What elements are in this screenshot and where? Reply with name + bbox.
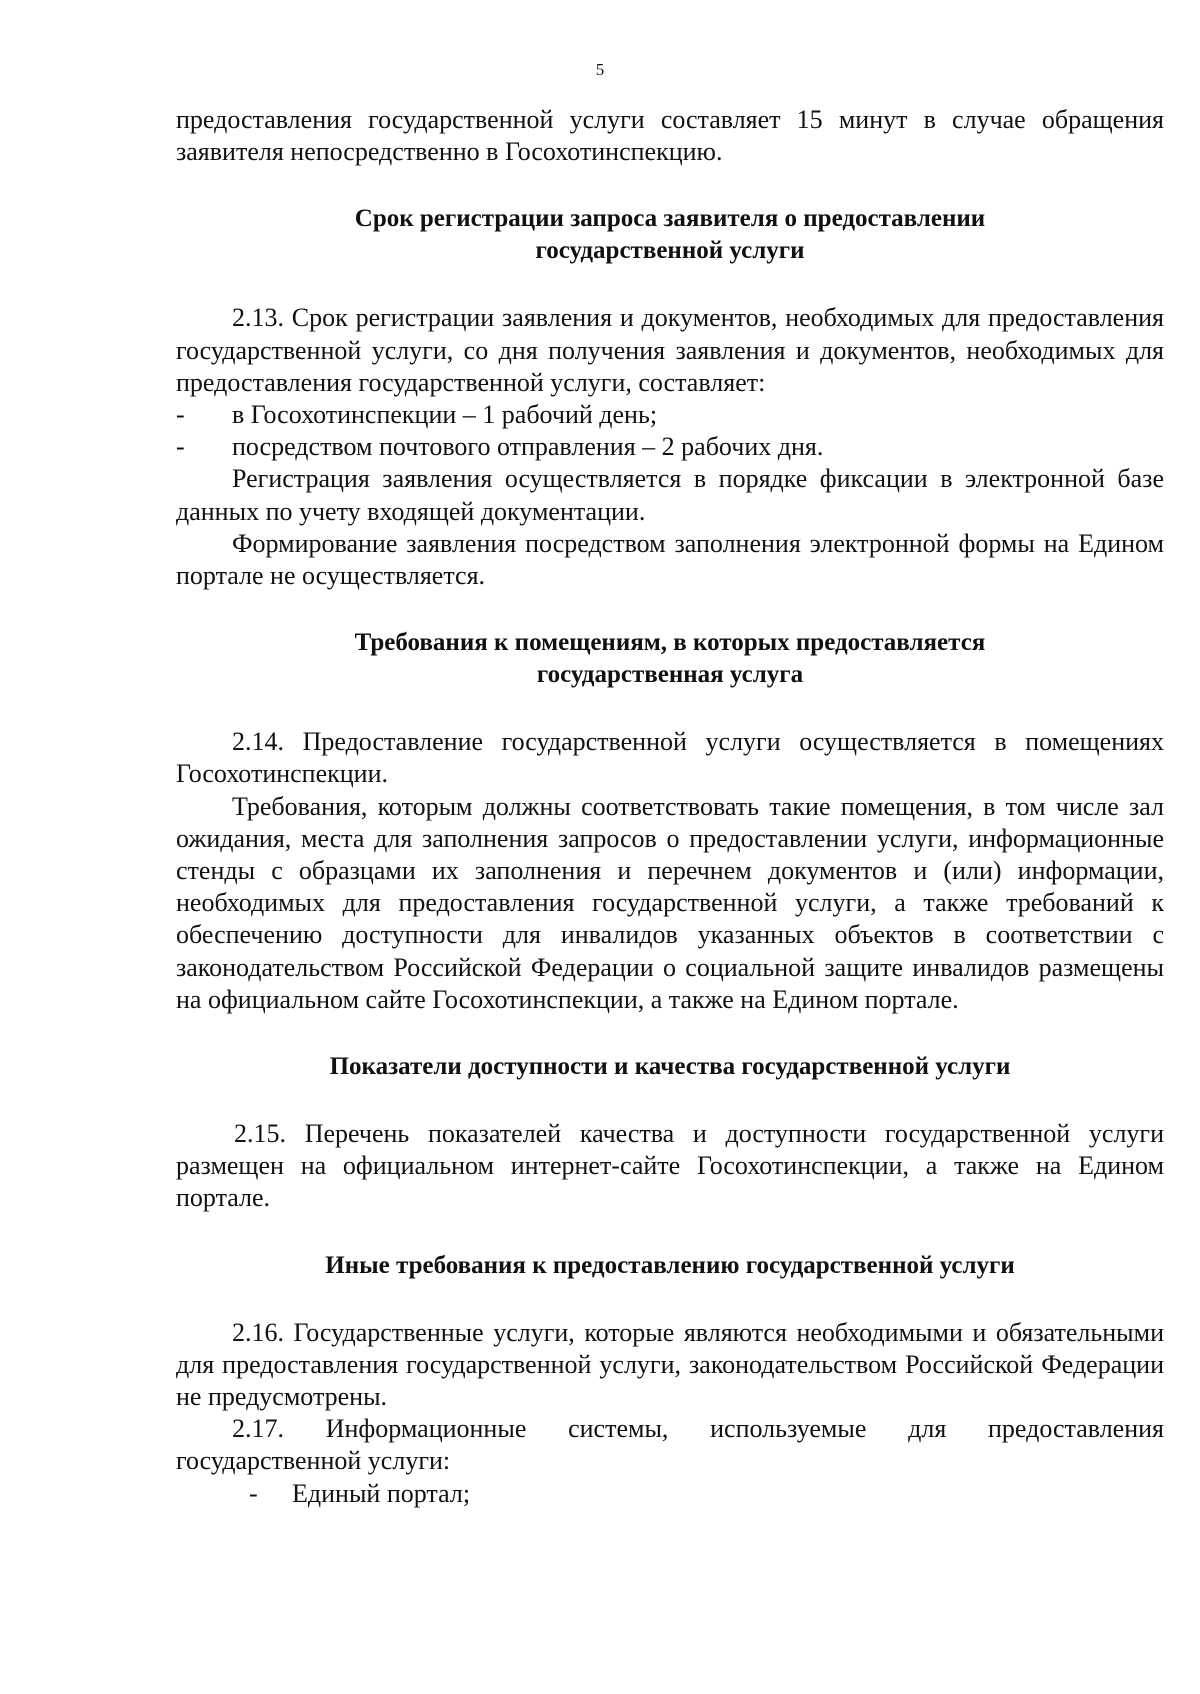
bullet-dash: - xyxy=(249,1478,258,1508)
section-heading-registration xyxy=(176,203,1164,267)
heading-line: государственная услуга xyxy=(536,661,804,689)
paragraph: Требования, которым должны соответствовать такие помещения, в том числе зал ожидания, места для заполнения запросов о предоставлении услуги, информационные стенды с образцами их заполнения и перечнем документов и (или) информации, необходимых для предоставления государственной услуги, а также требований к обеспечению доступности для инвалидов указанных объектов в соответствии с законодательством Российской Федерации о социальной защите инвалидов размещены на официальном сайте Госохотинспекции, а также на Едином портале. xyxy=(176,791,1164,1014)
list-item-text: Единый портал; xyxy=(292,1478,471,1508)
paragraph: Формирование заявления посредством заполнения электронной формы на Едином портале не осуществляется. xyxy=(176,528,1164,591)
heading-line: государственной услуги xyxy=(535,237,805,265)
bullet-dash: - xyxy=(176,400,185,430)
paragraph: Регистрация заявления осуществляется в порядке фиксации в электронной базе данных по учету входящей документации. xyxy=(176,464,1164,526)
paragraph-2-15: 2.15. Перечень показателей качества и доступности государственной услуги размещен на официальном интернет-сайте Госохотинспекции, а также на Едином портале. xyxy=(176,1119,1164,1213)
continuation-paragraph: предоставления государственной услуги составляет 15 минут в случае обращения заявителя непосредственно в Госохотинспекцию. xyxy=(176,105,1164,167)
paragraph-2-16: 2.16. Государственные услуги, которые являются необходимыми и обязательными для предоставления государственной услуги, законодательством Российской Федерации не предусмотрены. xyxy=(176,1317,1164,1412)
list-item xyxy=(176,399,1164,431)
paragraph-2-13: 2.13. Срок регистрации заявления и документов, необходимых для предоставления государственной услуги, со дня получения заявления и документов, необходимых для предоставления государственной услуги, составляет: xyxy=(176,303,1164,397)
list-item-text: посредством почтового отправления – 2 рабочих дня. xyxy=(232,432,824,462)
section-heading-premises xyxy=(176,627,1164,691)
list-item xyxy=(176,431,1164,463)
paragraph-2-14: 2.14. Предоставление государственной услуги осуществляется в помещениях Госохотинспекции. xyxy=(176,727,1164,789)
heading-line: Срок регистрации запроса заявителя о предоставлении xyxy=(354,205,986,233)
page-number: 5 xyxy=(595,60,605,79)
section-heading-quality: Показатели доступности и качества государственной услуги xyxy=(329,1053,1011,1081)
section-heading-other: Иные требования к предоставлению государственной услуги xyxy=(325,1251,1015,1279)
list-item-text: в Госохотинспекции – 1 рабочий день; xyxy=(232,400,658,430)
list-item xyxy=(176,1478,1164,1510)
page-content xyxy=(176,104,1164,1510)
paragraph-2-17: 2.17. Информационные системы, используемые для предоставления государственной услуги: xyxy=(176,1414,1164,1476)
bullet-dash: - xyxy=(176,432,185,462)
heading-line: Требования к помещениям, в которых предоставляется xyxy=(354,629,986,657)
